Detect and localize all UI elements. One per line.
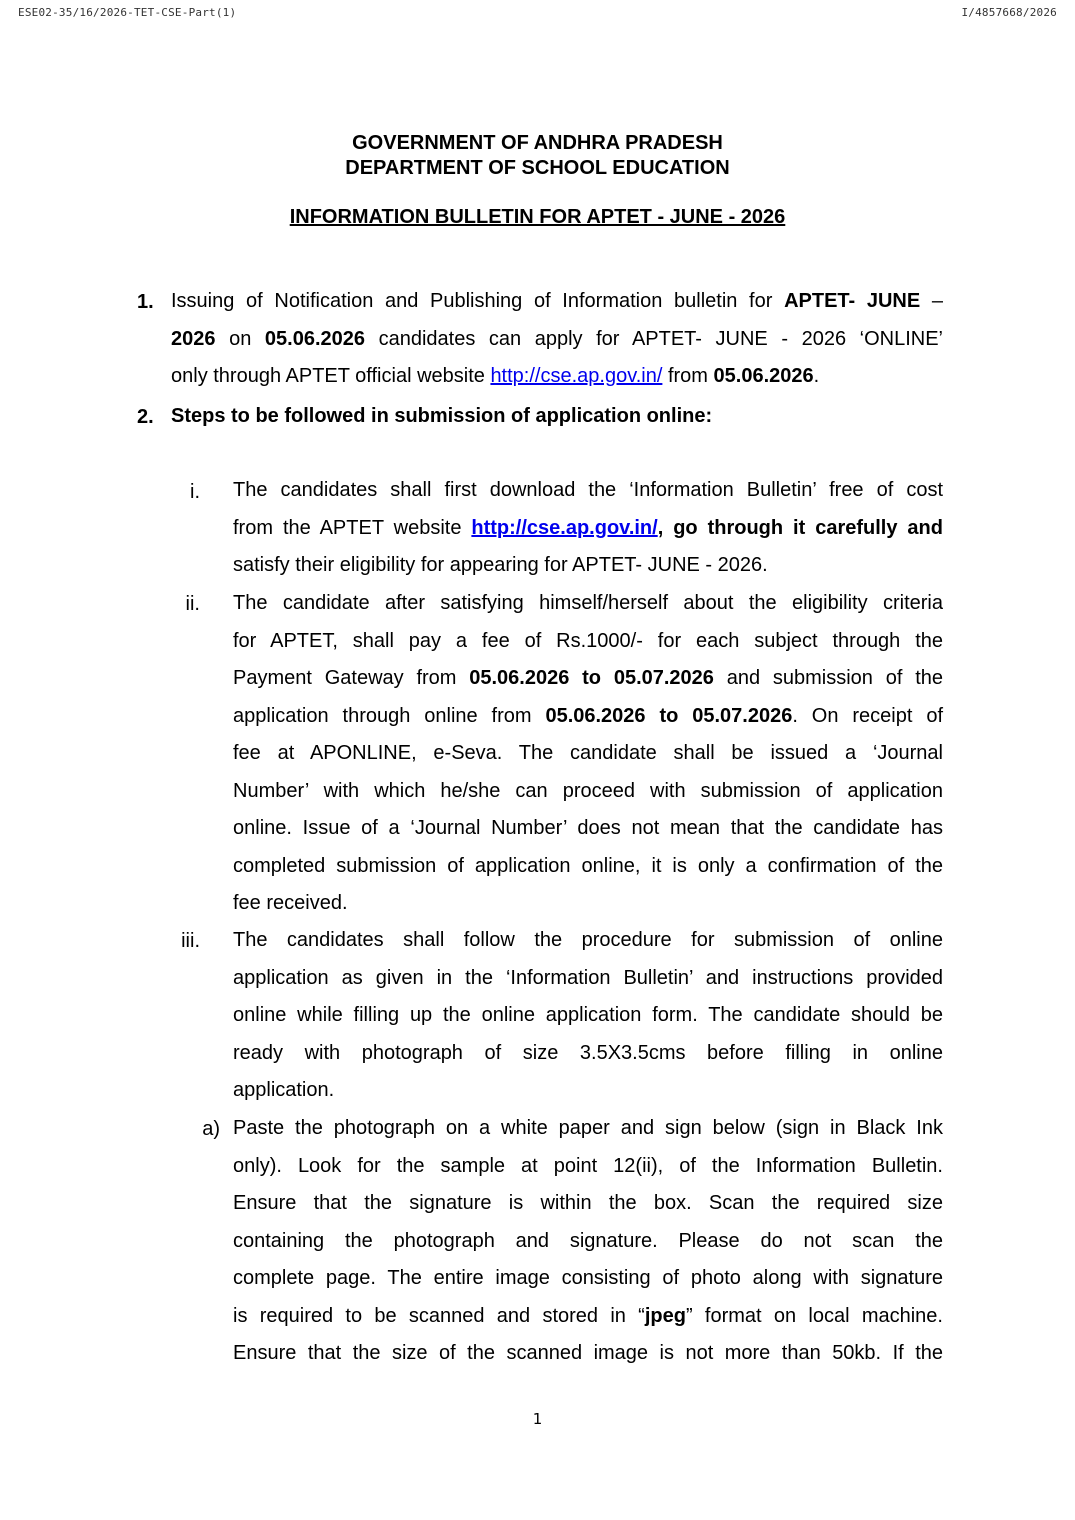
bulletin-title: INFORMATION BULLETIN FOR APTET - JUNE - 2026 <box>289 206 786 228</box>
website-link-bold[interactable]: http://cse.ap.gov.in/ <box>471 516 658 539</box>
item-2-heading: Steps to be followed in submission of application online: <box>171 405 713 427</box>
sub-item-ii-paragraph <box>233 585 943 923</box>
page-number: 1 <box>532 1410 543 1428</box>
sub-item-a-line: is required to be scanned and stored in “jpeg” format on local machine. <box>233 1304 943 1327</box>
roman-numeral-ii: ii. <box>185 593 200 615</box>
document-reference: ESE02-35/16/2026-TET-CSE-Part(1) <box>18 6 237 19</box>
sub-item-ii-line: fee received. <box>233 892 348 914</box>
item-1-paragraph <box>171 283 943 396</box>
website-link[interactable]: http://cse.ap.gov.in/ <box>490 365 663 387</box>
sub-item-ii-line: application through online from 05.06.2026 to 05.07.2026. On receipt of <box>233 704 944 727</box>
department-title: DEPARTMENT OF SCHOOL EDUCATION <box>345 157 730 179</box>
item-1-line: 2026 on 05.06.2026 candidates can apply for APTET- JUNE - 2026 ‘ONLINE’ <box>171 327 944 350</box>
sub-item-ii-line: completed submission of application online, it is only a confirmation of the <box>233 854 943 877</box>
sub-item-iii-line: The candidates shall follow the procedure for submission of online <box>233 929 943 951</box>
sub-item-iii-paragraph <box>233 922 943 1110</box>
file-reference: I/4857668/2026 <box>961 6 1057 19</box>
item-1-line: Issuing of Notification and Publishing of Information bulletin for APTET- JUNE – <box>171 290 943 312</box>
sub-item-i-line: from the APTET website http://cse.ap.gov.in/, go through it carefully and <box>233 516 943 539</box>
sub-item-ii-line: for APTET, shall pay a fee of Rs.1000/- for each subject through the <box>233 629 943 652</box>
sub-item-a-line: Paste the photograph on a white paper and sign below (sign in Black Ink <box>233 1117 943 1139</box>
sub-item-ii-line: online. Issue of a ‘Journal Number’ does not mean that the candidate has <box>233 817 943 839</box>
sub-item-a-line: complete page. The entire image consisting of photo along with signature <box>233 1267 943 1289</box>
sub-item-a-line: only). Look for the sample at point 12(ii), of the Information Bulletin. <box>233 1154 943 1177</box>
item-number-1: 1. <box>137 291 154 313</box>
sub-item-ii-line: The candidate after satisfying himself/herself about the eligibility criteria <box>233 592 943 614</box>
sub-item-i-paragraph <box>233 472 943 585</box>
sub-item-iii-line: ready with photograph of size 3.5X3.5cms before filling in online <box>233 1041 943 1064</box>
sub-item-i-line: The candidates shall first download the ‘Information Bulletin’ free of cost <box>233 479 943 501</box>
sub-item-a-line: containing the photograph and signature. Please do not scan the <box>233 1229 943 1252</box>
sub-item-i-line: satisfy their eligibility for appearing for APTET- JUNE - 2026. <box>233 554 768 576</box>
sub-item-ii-line: Number’ with which he/she can proceed with submission of application <box>233 779 943 802</box>
sub-item-ii-line: fee at APONLINE, e-Seva. The candidate shall be issued a ‘Journal <box>233 742 943 764</box>
letter-marker-a: a) <box>202 1118 220 1140</box>
government-title: GOVERNMENT OF ANDHRA PRADESH <box>352 132 723 154</box>
sub-item-a-paragraph <box>233 1110 943 1373</box>
sub-item-ii-line: Payment Gateway from 05.06.2026 to 05.07.2026 and submission of the <box>233 667 943 689</box>
item-number-2: 2. <box>137 406 154 428</box>
sub-item-a-line: Ensure that the size of the scanned image is not more than 50kb. If the <box>233 1342 943 1364</box>
roman-numeral-iii: iii. <box>181 930 200 952</box>
sub-item-a-line: Ensure that the signature is within the box. Scan the required size <box>233 1192 943 1214</box>
sub-item-iii-line: application. <box>233 1079 335 1101</box>
sub-item-iii-line: application as given in the ‘Information Bulletin’ and instructions provided <box>233 966 943 989</box>
roman-numeral-i: i. <box>190 481 200 503</box>
sub-item-iii-line: online while filling up the online application form. The candidate should be <box>233 1004 943 1026</box>
item-1-line: only through APTET official website http://cse.ap.gov.in/ from 05.06.2026. <box>171 365 820 387</box>
